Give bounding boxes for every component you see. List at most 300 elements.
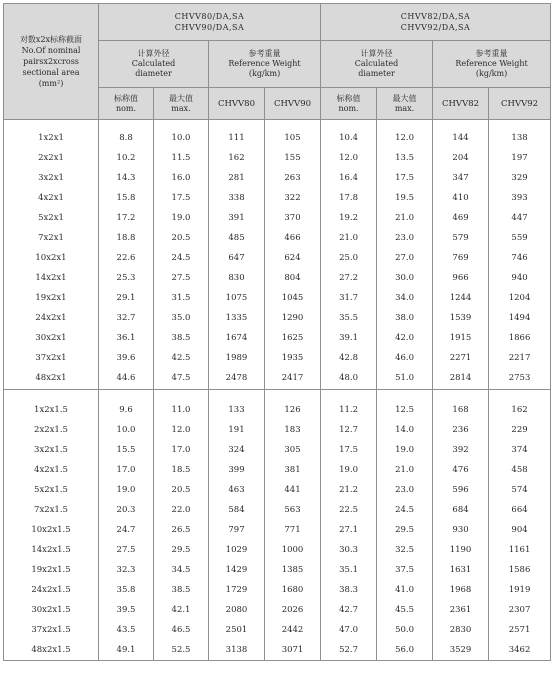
value-cell: 904 xyxy=(489,520,551,540)
value-cell: 1385 xyxy=(265,560,321,580)
value-cell: 42.0 xyxy=(377,328,433,348)
value-cell: 17.5 xyxy=(377,168,433,188)
value-cell: 329 xyxy=(489,168,551,188)
value-cell: 9.6 xyxy=(99,390,154,421)
value-cell: 41.0 xyxy=(377,580,433,600)
value-cell: 14.3 xyxy=(99,168,154,188)
value-cell: 1989 xyxy=(209,348,265,368)
value-cell: 347 xyxy=(433,168,489,188)
value-cell: 393 xyxy=(489,188,551,208)
value-cell: 16.0 xyxy=(154,168,209,188)
value-cell: 281 xyxy=(209,168,265,188)
table-row xyxy=(4,480,551,500)
header-line: 最大值 xyxy=(169,93,193,103)
value-cell: 42.8 xyxy=(321,348,377,368)
row-label-cell: 10x2x1 xyxy=(4,248,99,268)
value-cell: 2361 xyxy=(433,600,489,620)
value-cell: 19.0 xyxy=(321,460,377,480)
value-cell: 39.6 xyxy=(99,348,154,368)
value-cell: 797 xyxy=(209,520,265,540)
value-cell: 13.5 xyxy=(377,148,433,168)
row-label-cell: 14x2x1.5 xyxy=(4,540,99,560)
table-row xyxy=(4,148,551,168)
value-cell: 236 xyxy=(433,420,489,440)
row-label-cell: 19x2x1.5 xyxy=(4,560,99,580)
value-cell: 940 xyxy=(489,268,551,288)
value-cell: 19.2 xyxy=(321,208,377,228)
nom-header-right xyxy=(321,88,377,120)
value-cell: 2080 xyxy=(209,600,265,620)
value-cell: 1161 xyxy=(489,540,551,560)
value-cell: 1029 xyxy=(209,540,265,560)
group-header-line: CHVV80/DA,SA xyxy=(174,12,245,21)
value-cell: 1915 xyxy=(433,328,489,348)
value-cell: 1204 xyxy=(489,288,551,308)
value-cell: 162 xyxy=(489,390,551,421)
value-cell: 204 xyxy=(433,148,489,168)
value-cell: 111 xyxy=(209,120,265,149)
row-label-cell: 37x2x1.5 xyxy=(4,620,99,640)
value-cell: 2571 xyxy=(489,620,551,640)
value-cell: 34.5 xyxy=(154,560,209,580)
value-cell: 458 xyxy=(489,460,551,480)
value-cell: 624 xyxy=(265,248,321,268)
value-cell: 17.2 xyxy=(99,208,154,228)
value-cell: 485 xyxy=(209,228,265,248)
value-cell: 43.5 xyxy=(99,620,154,640)
value-cell: 1429 xyxy=(209,560,265,580)
value-cell: 2217 xyxy=(489,348,551,368)
value-cell: 45.5 xyxy=(377,600,433,620)
corner-header xyxy=(4,4,99,120)
value-cell: 1000 xyxy=(265,540,321,560)
value-cell: 324 xyxy=(209,440,265,460)
value-cell: 32.5 xyxy=(377,540,433,560)
value-cell: 29.1 xyxy=(99,288,154,308)
header-line: 计算外径 xyxy=(360,49,393,58)
header-line: nom. xyxy=(338,103,359,113)
value-cell: 18.5 xyxy=(154,460,209,480)
value-cell: 10.4 xyxy=(321,120,377,149)
value-cell: 105 xyxy=(265,120,321,149)
table-body xyxy=(4,120,551,661)
header-line: max. xyxy=(171,103,191,113)
row-label-cell: 10x2x1.5 xyxy=(4,520,99,540)
ref-weight-header-right xyxy=(433,41,551,88)
row-label-cell: 19x2x1 xyxy=(4,288,99,308)
row-label-cell: 5x2x1.5 xyxy=(4,480,99,500)
value-cell: 162 xyxy=(209,148,265,168)
value-cell: 191 xyxy=(209,420,265,440)
group-header-line: CHVV90/DA,SA xyxy=(174,23,245,32)
value-cell: 23.0 xyxy=(377,228,433,248)
value-cell: 1335 xyxy=(209,308,265,328)
value-cell: 29.5 xyxy=(154,540,209,560)
group-header-line: CHVV82/DA,SA xyxy=(400,12,471,21)
value-cell: 20.3 xyxy=(99,500,154,520)
value-cell: 574 xyxy=(489,480,551,500)
value-cell: 1674 xyxy=(209,328,265,348)
value-cell: 930 xyxy=(433,520,489,540)
value-cell: 26.5 xyxy=(154,520,209,540)
value-cell: 46.0 xyxy=(377,348,433,368)
value-cell: 17.0 xyxy=(154,440,209,460)
row-label-cell: 2x2x1 xyxy=(4,148,99,168)
value-cell: 138 xyxy=(489,120,551,149)
row-label-cell: 4x2x1.5 xyxy=(4,460,99,480)
value-cell: 12.7 xyxy=(321,420,377,440)
value-cell: 42.7 xyxy=(321,600,377,620)
value-cell: 42.1 xyxy=(154,600,209,620)
table-row xyxy=(4,120,551,149)
value-cell: 1935 xyxy=(265,348,321,368)
row-label-cell: 30x2x1 xyxy=(4,328,99,348)
value-cell: 2501 xyxy=(209,620,265,640)
table-row xyxy=(4,620,551,640)
value-cell: 1190 xyxy=(433,540,489,560)
corner-header-line: 对数x2x标称截面 xyxy=(19,35,83,44)
value-cell: 16.4 xyxy=(321,168,377,188)
value-cell: 52.7 xyxy=(321,640,377,661)
value-cell: 25.3 xyxy=(99,268,154,288)
value-cell: 197 xyxy=(489,148,551,168)
header-line: (kg/km) xyxy=(248,69,281,78)
value-cell: 2307 xyxy=(489,600,551,620)
value-cell: 381 xyxy=(265,460,321,480)
value-cell: 38.3 xyxy=(321,580,377,600)
calc-diameter-header-left xyxy=(99,41,209,88)
weight-header-chvv92: CHVV92 xyxy=(489,88,551,120)
value-cell: 19.0 xyxy=(377,440,433,460)
value-cell: 52.5 xyxy=(154,640,209,661)
table-row xyxy=(4,328,551,348)
value-cell: 1680 xyxy=(265,580,321,600)
row-label-cell: 48x2x1.5 xyxy=(4,640,99,661)
value-cell: 3071 xyxy=(265,640,321,661)
value-cell: 830 xyxy=(209,268,265,288)
row-label-cell: 1x2x1.5 xyxy=(4,390,99,421)
value-cell: 133 xyxy=(209,390,265,421)
value-cell: 24.5 xyxy=(377,500,433,520)
row-label-cell: 3x2x1.5 xyxy=(4,440,99,460)
value-cell: 17.5 xyxy=(321,440,377,460)
value-cell: 37.5 xyxy=(377,560,433,580)
value-cell: 647 xyxy=(209,248,265,268)
value-cell: 27.1 xyxy=(321,520,377,540)
header-line: diameter xyxy=(135,69,172,78)
row-label-cell: 30x2x1.5 xyxy=(4,600,99,620)
row-label-cell: 24x2x1 xyxy=(4,308,99,328)
value-cell: 39.1 xyxy=(321,328,377,348)
value-cell: 1866 xyxy=(489,328,551,348)
row-label-cell: 1x2x1 xyxy=(4,120,99,149)
corner-header-line: sectional area xyxy=(22,68,80,77)
value-cell: 463 xyxy=(209,480,265,500)
value-cell: 50.0 xyxy=(377,620,433,640)
value-cell: 804 xyxy=(265,268,321,288)
value-cell: 11.5 xyxy=(154,148,209,168)
value-cell: 966 xyxy=(433,268,489,288)
value-cell: 27.0 xyxy=(377,248,433,268)
value-cell: 49.1 xyxy=(99,640,154,661)
table-row xyxy=(4,368,551,390)
value-cell: 22.5 xyxy=(321,500,377,520)
value-cell: 47.5 xyxy=(154,368,209,390)
value-cell: 12.0 xyxy=(377,120,433,149)
value-cell: 38.0 xyxy=(377,308,433,328)
value-cell: 12.0 xyxy=(321,148,377,168)
value-cell: 584 xyxy=(209,500,265,520)
row-label-cell: 24x2x1.5 xyxy=(4,580,99,600)
value-cell: 441 xyxy=(265,480,321,500)
group-header-line: CHVV92/DA,SA xyxy=(400,23,471,32)
value-cell: 155 xyxy=(265,148,321,168)
ref-weight-header-left xyxy=(209,41,321,88)
value-cell: 11.2 xyxy=(321,390,377,421)
value-cell: 19.0 xyxy=(99,480,154,500)
value-cell: 399 xyxy=(209,460,265,480)
value-cell: 447 xyxy=(489,208,551,228)
header-line: Reference Weight xyxy=(455,59,528,68)
value-cell: 338 xyxy=(209,188,265,208)
value-cell: 46.5 xyxy=(154,620,209,640)
value-cell: 410 xyxy=(433,188,489,208)
value-cell: 47.0 xyxy=(321,620,377,640)
value-cell: 2417 xyxy=(265,368,321,390)
value-cell: 18.8 xyxy=(99,228,154,248)
table-row xyxy=(4,188,551,208)
value-cell: 51.0 xyxy=(377,368,433,390)
value-cell: 44.6 xyxy=(99,368,154,390)
value-cell: 34.0 xyxy=(377,288,433,308)
value-cell: 25.0 xyxy=(321,248,377,268)
value-cell: 1586 xyxy=(489,560,551,580)
header-line: nom. xyxy=(115,103,137,113)
table-row xyxy=(4,228,551,248)
group-header-left xyxy=(99,4,321,41)
table-row xyxy=(4,208,551,228)
table-row xyxy=(4,268,551,288)
value-cell: 10.0 xyxy=(99,420,154,440)
weight-header-chvv90: CHVV90 xyxy=(265,88,321,120)
value-cell: 2830 xyxy=(433,620,489,640)
cable-spec-table xyxy=(3,3,551,661)
value-cell: 305 xyxy=(265,440,321,460)
table-row xyxy=(4,420,551,440)
header-line: 参考重量 xyxy=(475,49,508,58)
nom-header-left xyxy=(99,88,154,120)
value-cell: 21.2 xyxy=(321,480,377,500)
value-cell: 11.0 xyxy=(154,390,209,421)
table-row xyxy=(4,168,551,188)
row-label-cell: 48x2x1 xyxy=(4,368,99,390)
value-cell: 563 xyxy=(265,500,321,520)
value-cell: 17.8 xyxy=(321,188,377,208)
value-cell: 370 xyxy=(265,208,321,228)
value-cell: 596 xyxy=(433,480,489,500)
value-cell: 2271 xyxy=(433,348,489,368)
corner-header-line: pairsx2xcross xyxy=(23,57,79,66)
value-cell: 771 xyxy=(265,520,321,540)
value-cell: 24.7 xyxy=(99,520,154,540)
value-cell: 1290 xyxy=(265,308,321,328)
row-label-cell: 7x2x1 xyxy=(4,228,99,248)
value-cell: 38.5 xyxy=(154,328,209,348)
value-cell: 27.5 xyxy=(99,540,154,560)
value-cell: 1625 xyxy=(265,328,321,348)
value-cell: 27.5 xyxy=(154,268,209,288)
value-cell: 36.1 xyxy=(99,328,154,348)
header-line: 计算外径 xyxy=(137,49,170,58)
table-row xyxy=(4,308,551,328)
value-cell: 1075 xyxy=(209,288,265,308)
value-cell: 469 xyxy=(433,208,489,228)
value-cell: 2442 xyxy=(265,620,321,640)
table-row xyxy=(4,440,551,460)
value-cell: 31.7 xyxy=(321,288,377,308)
max-header-right xyxy=(377,88,433,120)
value-cell: 12.0 xyxy=(154,420,209,440)
value-cell: 2478 xyxy=(209,368,265,390)
header-line: (kg/km) xyxy=(475,69,508,78)
row-label-cell: 14x2x1 xyxy=(4,268,99,288)
corner-header-line: (mm²) xyxy=(38,79,64,88)
value-cell: 664 xyxy=(489,500,551,520)
group-header-right xyxy=(321,4,551,41)
value-cell: 2814 xyxy=(433,368,489,390)
header-line: 标称值 xyxy=(114,93,138,103)
value-cell: 229 xyxy=(489,420,551,440)
value-cell: 42.5 xyxy=(154,348,209,368)
max-header-left xyxy=(154,88,209,120)
value-cell: 23.0 xyxy=(377,480,433,500)
value-cell: 22.6 xyxy=(99,248,154,268)
value-cell: 579 xyxy=(433,228,489,248)
header-line: 最大值 xyxy=(392,93,417,103)
value-cell: 22.0 xyxy=(154,500,209,520)
value-cell: 35.0 xyxy=(154,308,209,328)
value-cell: 2026 xyxy=(265,600,321,620)
value-cell: 684 xyxy=(433,500,489,520)
value-cell: 391 xyxy=(209,208,265,228)
weight-header-chvv80: CHVV80 xyxy=(209,88,265,120)
value-cell: 10.0 xyxy=(154,120,209,149)
value-cell: 35.1 xyxy=(321,560,377,580)
value-cell: 168 xyxy=(433,390,489,421)
value-cell: 144 xyxy=(433,120,489,149)
value-cell: 20.5 xyxy=(154,480,209,500)
value-cell: 35.8 xyxy=(99,580,154,600)
value-cell: 466 xyxy=(265,228,321,248)
value-cell: 38.5 xyxy=(154,580,209,600)
value-cell: 17.5 xyxy=(154,188,209,208)
header-line: max. xyxy=(394,103,415,113)
row-label-cell: 37x2x1 xyxy=(4,348,99,368)
table-row xyxy=(4,500,551,520)
table-row xyxy=(4,540,551,560)
header-line: 参考重量 xyxy=(248,49,281,58)
value-cell: 32.3 xyxy=(99,560,154,580)
value-cell: 1045 xyxy=(265,288,321,308)
header-line: Calculated xyxy=(131,59,176,68)
value-cell: 1244 xyxy=(433,288,489,308)
value-cell: 392 xyxy=(433,440,489,460)
value-cell: 14.0 xyxy=(377,420,433,440)
value-cell: 746 xyxy=(489,248,551,268)
row-label-cell: 5x2x1 xyxy=(4,208,99,228)
value-cell: 27.2 xyxy=(321,268,377,288)
value-cell: 1919 xyxy=(489,580,551,600)
value-cell: 126 xyxy=(265,390,321,421)
header-line: diameter xyxy=(358,69,395,78)
value-cell: 30.0 xyxy=(377,268,433,288)
value-cell: 476 xyxy=(433,460,489,480)
value-cell: 1968 xyxy=(433,580,489,600)
table-row xyxy=(4,248,551,268)
value-cell: 17.0 xyxy=(99,460,154,480)
value-cell: 374 xyxy=(489,440,551,460)
value-cell: 12.5 xyxy=(377,390,433,421)
calc-diameter-header-right xyxy=(321,41,433,88)
table-row xyxy=(4,288,551,308)
value-cell: 3462 xyxy=(489,640,551,661)
value-cell: 2753 xyxy=(489,368,551,390)
value-cell: 19.0 xyxy=(154,208,209,228)
row-label-cell: 2x2x1.5 xyxy=(4,420,99,440)
value-cell: 56.0 xyxy=(377,640,433,661)
value-cell: 15.8 xyxy=(99,188,154,208)
value-cell: 3138 xyxy=(209,640,265,661)
value-cell: 21.0 xyxy=(321,228,377,248)
value-cell: 32.7 xyxy=(99,308,154,328)
row-label-cell: 4x2x1 xyxy=(4,188,99,208)
value-cell: 30.3 xyxy=(321,540,377,560)
value-cell: 1631 xyxy=(433,560,489,580)
header-line: Calculated xyxy=(354,59,399,68)
weight-header-chvv82: CHVV82 xyxy=(433,88,489,120)
value-cell: 48.0 xyxy=(321,368,377,390)
table-row xyxy=(4,600,551,620)
value-cell: 8.8 xyxy=(99,120,154,149)
table-row xyxy=(4,640,551,661)
value-cell: 1539 xyxy=(433,308,489,328)
table-row xyxy=(4,348,551,368)
value-cell: 31.5 xyxy=(154,288,209,308)
value-cell: 263 xyxy=(265,168,321,188)
header-line: 标称值 xyxy=(336,93,361,103)
value-cell: 29.5 xyxy=(377,520,433,540)
table-row xyxy=(4,560,551,580)
corner-header-line: No.Of nominal xyxy=(21,46,81,55)
value-cell: 19.5 xyxy=(377,188,433,208)
value-cell: 183 xyxy=(265,420,321,440)
table-row xyxy=(4,390,551,421)
value-cell: 559 xyxy=(489,228,551,248)
value-cell: 15.5 xyxy=(99,440,154,460)
value-cell: 1494 xyxy=(489,308,551,328)
value-cell: 10.2 xyxy=(99,148,154,168)
row-label-cell: 7x2x1.5 xyxy=(4,500,99,520)
value-cell: 20.5 xyxy=(154,228,209,248)
value-cell: 1729 xyxy=(209,580,265,600)
value-cell: 21.0 xyxy=(377,208,433,228)
header-line: Reference Weight xyxy=(228,59,301,68)
table-row xyxy=(4,460,551,480)
value-cell: 21.0 xyxy=(377,460,433,480)
value-cell: 24.5 xyxy=(154,248,209,268)
row-label-cell: 3x2x1 xyxy=(4,168,99,188)
table-row xyxy=(4,580,551,600)
